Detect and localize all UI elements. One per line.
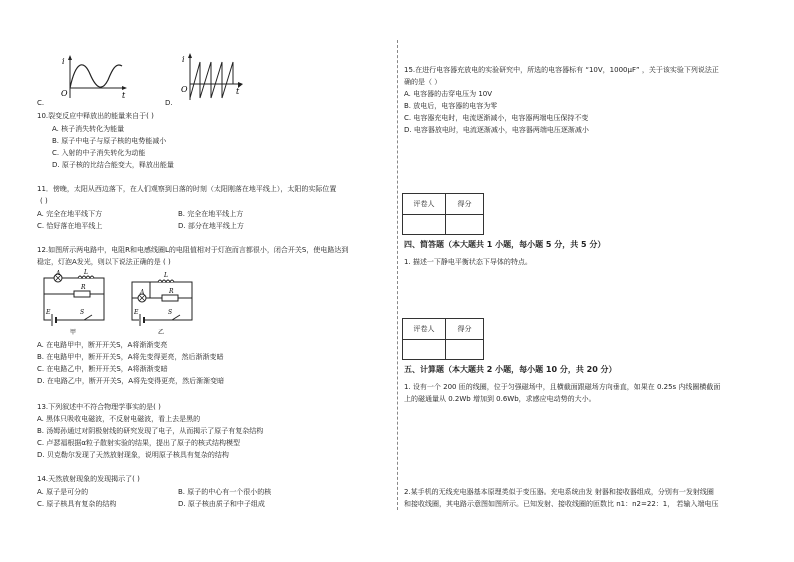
q12-option-d: D. 在电路乙中，断开开关S，A将先变得更亮，然后渐渐变暗 bbox=[37, 377, 225, 385]
column-divider bbox=[397, 40, 398, 510]
section5-q1-line1: 1. 设有一个 200 匝的线圈，位于匀强磁场中，且横截面跟磁场方向垂直，如果在 0.25s 内线圈横截面 bbox=[404, 383, 721, 391]
q15-option-c: C. 电容器充电时，电流逐渐减小，电容器两端电压保持不变 bbox=[404, 114, 589, 122]
score-box-section5 bbox=[402, 318, 484, 360]
q14-option-c: C. 原子核具有复杂的结构 bbox=[37, 500, 117, 508]
q15-option-d: D. 电容器放电时，电流逐渐减小，电容器两端电压逐渐减小 bbox=[404, 126, 589, 134]
switch-s-label-yi: S bbox=[168, 309, 173, 316]
q15-stem-line1: 15.在进行电容器充放电的实验研究中，所选的电容器标有 “10V，1000μF” ，关于该实验下列说法正 bbox=[404, 66, 719, 74]
q14-option-a: A. 原子是可分的 bbox=[37, 488, 89, 496]
section4-q1: 1. 描述一下静电平衡状态下导体的特点。 bbox=[404, 258, 532, 266]
q11-option-c: C. 恰好落在地平线上 bbox=[37, 222, 103, 230]
score-box-score-label: 得分 bbox=[457, 200, 472, 208]
graph-c-sine bbox=[48, 52, 130, 104]
circuit-yi bbox=[128, 268, 200, 338]
score-box-section4 bbox=[402, 193, 484, 235]
graph-d-option-label: D. bbox=[165, 99, 173, 107]
origin-label-d: O bbox=[181, 85, 188, 94]
q13-option-c: C. 卢瑟福根据α粒子散射实验的结果，提出了原子的核式结构模型 bbox=[37, 439, 240, 447]
switch-s-label: S bbox=[80, 309, 85, 316]
section5-q1-line2: 上的磁通量从 0.2Wb 增加到 0.6Wb，求感应电动势的大小。 bbox=[404, 395, 596, 403]
axis-t-label: t bbox=[122, 91, 126, 100]
q13-stem: 13.下列叙述中不符合物理学事实的是( ) bbox=[37, 403, 161, 411]
q11-stem: 11．傍晚，太阳从西边落下，在人们观察到日落的时刻（太阳刚落在地平线上），太阳的实际位置 bbox=[37, 185, 337, 193]
resistor-r-label: R bbox=[81, 284, 86, 291]
q12-stem-line2: 稳定，灯泡A发光，则以下说法正确的是 ( ) bbox=[37, 258, 171, 266]
score-box-score-label-2: 得分 bbox=[457, 325, 472, 333]
inductor-l-label-yi: L bbox=[164, 272, 168, 279]
section4-title: 四、简答题（本大题共 1 小题，每小题 5 分，共 5 分） bbox=[404, 240, 606, 249]
axis-t-label-d: t bbox=[236, 87, 240, 96]
circuit-jia bbox=[40, 268, 112, 338]
q15-option-b: B. 放电后，电容器的电容为零 bbox=[404, 102, 498, 110]
section5-q2-line1: 2.某手机的无线充电器基本原理类似于变压器。充电系统由发 射器和接收器组成，分别有一发射线圈 bbox=[404, 488, 714, 496]
q14-stem: 14.天然放射现象的发现揭示了( ) bbox=[37, 475, 140, 483]
origin-label: O bbox=[61, 89, 68, 98]
q11-option-b: B. 完全在地平线上方 bbox=[178, 210, 244, 218]
q14-option-b: B. 原子的中心有一个很小的核 bbox=[178, 488, 272, 496]
lamp-a-label: A bbox=[56, 270, 61, 277]
resistor-r-label-yi: R bbox=[169, 288, 174, 295]
section5-q2-line2: 和接收线圈，其电路示意图如图所示。已知发射、接收线圈的匝数比 n1：n2=22：1， 若输入端电压 bbox=[404, 500, 719, 508]
circuit-yi-label: 乙 bbox=[158, 329, 165, 336]
score-box-grader-label-2: 评卷人 bbox=[403, 319, 446, 339]
q11-blank: ( ) bbox=[40, 197, 48, 205]
lamp-a-label-yi: A bbox=[140, 289, 145, 296]
q13-option-b: B. 汤姆孙通过对阴极射线的研究发现了电子，从而揭示了原子有复杂结构 bbox=[37, 427, 264, 435]
q10-stem: 10.裂变反应中释放出的能量来自于( ) bbox=[37, 112, 154, 120]
q15-stem-line2: 确的是（ ） bbox=[404, 78, 442, 86]
q14-option-d: D. 原子核由质子和中子组成 bbox=[178, 500, 265, 508]
score-box-grader-label: 评卷人 bbox=[403, 194, 446, 214]
section5-title: 五、计算题（本大题共 2 小题，每小题 10 分，共 20 分） bbox=[404, 365, 617, 374]
axis-i-label: i bbox=[62, 57, 65, 66]
axis-i-label-d: i bbox=[182, 55, 185, 64]
q11-option-a: A. 完全在地平线下方 bbox=[37, 210, 103, 218]
graph-d-sawtooth bbox=[178, 50, 248, 106]
q12-stem-line1: 12.如图所示两电路中，电阻R和电感线圈L的电阻值相对于灯泡而言都很小，闭合开关S，使电路达到 bbox=[37, 246, 349, 254]
q10-option-b: B. 原子中电子与原子核的电势能减小 bbox=[52, 137, 167, 145]
battery-e-label: E bbox=[46, 309, 51, 316]
q15-option-a: A. 电容器的击穿电压为 10V bbox=[404, 90, 493, 98]
circuit-jia-label: 甲 bbox=[70, 329, 77, 336]
q11-option-d: D. 部分在地平线上方 bbox=[178, 222, 244, 230]
q13-option-d: D. 贝克勒尔发现了天然放射现象，说明原子核具有复杂的结构 bbox=[37, 451, 229, 459]
graph-c-option-label: C. bbox=[37, 99, 45, 107]
inductor-l-label: L bbox=[84, 269, 88, 276]
q12-option-c: C. 在电路乙中，断开开关S，A将渐渐变暗 bbox=[37, 365, 168, 373]
q12-option-b: B. 在电路甲中，断开开关S，A将先变得更亮，然后渐渐变暗 bbox=[37, 353, 224, 361]
q10-option-c: C. 入射的中子消失转化为动能 bbox=[52, 149, 146, 157]
q12-option-a: A. 在电路甲中，断开开关S，A将渐渐变亮 bbox=[37, 341, 168, 349]
q10-option-a: A. 核子消失转化为能量 bbox=[52, 125, 125, 133]
q13-option-a: A. 黑体只吸收电磁波，不反射电磁波，看上去是黑的 bbox=[37, 415, 201, 423]
battery-e-label-yi: E bbox=[134, 309, 139, 316]
q10-option-d: D. 原子核的比结合能变大，释放出能量 bbox=[52, 161, 174, 169]
